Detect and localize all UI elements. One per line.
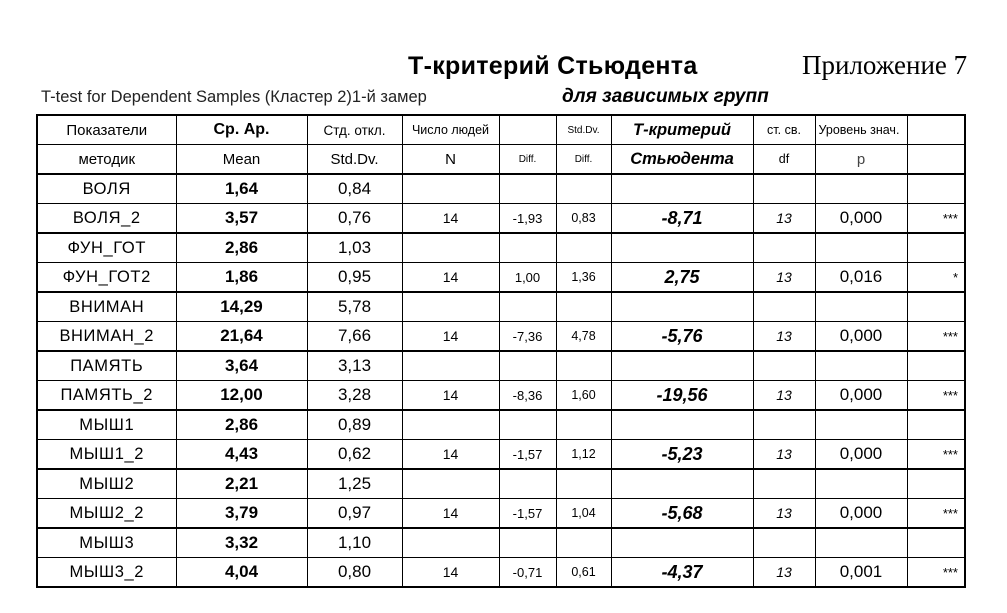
diff-cell: -1,57: [499, 499, 556, 529]
indicator-cell: МЫШ1_2: [37, 440, 176, 470]
results-table: [36, 114, 966, 588]
diff-cell: [499, 469, 556, 499]
header-people: N: [402, 145, 499, 175]
mean-cell: 3,57: [176, 204, 307, 234]
n-cell: 14: [402, 322, 499, 352]
std-diff-cell: 4,78: [556, 322, 611, 352]
std-cell: 0,95: [307, 263, 402, 293]
p-value-cell: [815, 528, 907, 558]
t-value-cell: -5,76: [611, 322, 753, 352]
p-value-cell: [815, 469, 907, 499]
significance-cell: [907, 174, 965, 204]
header-row: [37, 145, 965, 175]
std-cell: 1,25: [307, 469, 402, 499]
std-cell: 0,76: [307, 204, 402, 234]
table-row: [37, 558, 965, 588]
n-cell: 14: [402, 499, 499, 529]
significance-cell: ***: [907, 381, 965, 411]
df-cell: 13: [753, 381, 815, 411]
std-diff-cell: 0,83: [556, 204, 611, 234]
std-diff-cell: [556, 528, 611, 558]
df-cell: 13: [753, 263, 815, 293]
table-row: [37, 440, 965, 470]
header-diff: [499, 115, 556, 145]
header-mean: Ср. Ар.: [176, 115, 307, 145]
table-row: [37, 469, 965, 499]
p-value-cell: [815, 233, 907, 263]
df-cell: 13: [753, 440, 815, 470]
p-value-cell: 0,000: [815, 440, 907, 470]
indicator-cell: ВНИМАН: [37, 292, 176, 322]
significance-cell: [907, 351, 965, 381]
header-df: df: [753, 145, 815, 175]
header-sig: [907, 115, 965, 145]
header-mean: Mean: [176, 145, 307, 175]
std-diff-cell: 1,60: [556, 381, 611, 411]
df-cell: [753, 410, 815, 440]
diff-cell: -1,57: [499, 440, 556, 470]
p-value-cell: 0,000: [815, 499, 907, 529]
t-value-cell: 2,75: [611, 263, 753, 293]
n-cell: 14: [402, 263, 499, 293]
n-cell: 14: [402, 558, 499, 588]
std-diff-cell: 1,12: [556, 440, 611, 470]
significance-cell: [907, 292, 965, 322]
table-row: [37, 233, 965, 263]
diff-cell: -7,36: [499, 322, 556, 352]
indicator-cell: ФУН_ГОТ2: [37, 263, 176, 293]
diff-cell: -1,93: [499, 204, 556, 234]
header-t: Т-критерий: [611, 115, 753, 145]
indicator-cell: МЫШ3: [37, 528, 176, 558]
std-diff-cell: 1,36: [556, 263, 611, 293]
mean-cell: 14,29: [176, 292, 307, 322]
df-cell: [753, 233, 815, 263]
header-indicators: методик: [37, 145, 176, 175]
t-value-cell: [611, 174, 753, 204]
n-cell: 14: [402, 440, 499, 470]
diff-cell: [499, 233, 556, 263]
df-cell: 13: [753, 499, 815, 529]
t-value-cell: -19,56: [611, 381, 753, 411]
t-value-cell: -4,37: [611, 558, 753, 588]
mean-cell: 3,79: [176, 499, 307, 529]
diff-cell: -0,71: [499, 558, 556, 588]
significance-cell: ***: [907, 440, 965, 470]
n-cell: [402, 410, 499, 440]
t-value-cell: [611, 292, 753, 322]
appendix-label: Приложение 7: [802, 50, 968, 80]
significance-cell: [907, 410, 965, 440]
significance-cell: ***: [907, 499, 965, 529]
p-value-cell: [815, 292, 907, 322]
std-diff-cell: 0,61: [556, 558, 611, 588]
p-value-cell: 0,000: [815, 204, 907, 234]
df-cell: 13: [753, 322, 815, 352]
p-value-cell: [815, 174, 907, 204]
std-cell: 0,80: [307, 558, 402, 588]
t-value-cell: -8,71: [611, 204, 753, 234]
std-diff-cell: 1,04: [556, 499, 611, 529]
subtitle-russian: для зависимых групп: [562, 86, 769, 107]
std-cell: 1,03: [307, 233, 402, 263]
header-diff: Diff.: [499, 145, 556, 175]
std-diff-cell: [556, 174, 611, 204]
mean-cell: 21,64: [176, 322, 307, 352]
mean-cell: 2,86: [176, 410, 307, 440]
table-row: [37, 381, 965, 411]
diff-cell: [499, 410, 556, 440]
header-indicators: Показатели: [37, 115, 176, 145]
indicator-cell: МЫШ3_2: [37, 558, 176, 588]
significance-cell: *: [907, 263, 965, 293]
mean-cell: 3,32: [176, 528, 307, 558]
page-title: Т-критерий Стьюдента: [408, 52, 698, 80]
n-cell: [402, 351, 499, 381]
std-cell: 5,78: [307, 292, 402, 322]
table-row: [37, 410, 965, 440]
diff-cell: [499, 528, 556, 558]
n-cell: [402, 469, 499, 499]
header-people: Число людей: [402, 115, 499, 145]
table-row: [37, 528, 965, 558]
header-std-diff: Std.Dv.: [556, 115, 611, 145]
df-cell: [753, 469, 815, 499]
df-cell: 13: [753, 204, 815, 234]
indicator-cell: ВОЛЯ: [37, 174, 176, 204]
std-diff-cell: [556, 351, 611, 381]
indicator-cell: МЫШ2_2: [37, 499, 176, 529]
indicator-cell: МЫШ2: [37, 469, 176, 499]
std-cell: 3,13: [307, 351, 402, 381]
df-cell: [753, 351, 815, 381]
p-value-cell: 0,001: [815, 558, 907, 588]
table-row: [37, 351, 965, 381]
df-cell: [753, 292, 815, 322]
n-cell: 14: [402, 381, 499, 411]
std-diff-cell: [556, 292, 611, 322]
std-diff-cell: [556, 410, 611, 440]
diff-cell: -8,36: [499, 381, 556, 411]
significance-cell: [907, 528, 965, 558]
p-value-cell: [815, 351, 907, 381]
n-cell: [402, 174, 499, 204]
df-cell: [753, 174, 815, 204]
p-value-cell: 0,000: [815, 322, 907, 352]
mean-cell: 4,04: [176, 558, 307, 588]
t-value-cell: [611, 351, 753, 381]
table-row: [37, 499, 965, 529]
significance-cell: ***: [907, 558, 965, 588]
mean-cell: 2,21: [176, 469, 307, 499]
p-value-cell: 0,016: [815, 263, 907, 293]
header-t: Стьюдента: [611, 145, 753, 175]
diff-cell: [499, 174, 556, 204]
n-cell: [402, 292, 499, 322]
mean-cell: 12,00: [176, 381, 307, 411]
diff-cell: [499, 292, 556, 322]
subtitle-english: T-test for Dependent Samples (Кластер 2)1-й замер: [41, 88, 427, 106]
std-cell: 7,66: [307, 322, 402, 352]
std-cell: 0,89: [307, 410, 402, 440]
std-cell: 0,97: [307, 499, 402, 529]
p-value-cell: 0,000: [815, 381, 907, 411]
std-diff-cell: [556, 233, 611, 263]
table-row: [37, 174, 965, 204]
t-value-cell: [611, 528, 753, 558]
std-cell: 0,62: [307, 440, 402, 470]
std-cell: 3,28: [307, 381, 402, 411]
mean-cell: 1,64: [176, 174, 307, 204]
table-row: [37, 263, 965, 293]
table-row: [37, 322, 965, 352]
indicator-cell: ПАМЯТЬ_2: [37, 381, 176, 411]
header-p: p: [815, 145, 907, 175]
header-std: Стд. откл.: [307, 115, 402, 145]
n-cell: [402, 528, 499, 558]
mean-cell: 1,86: [176, 263, 307, 293]
diff-cell: [499, 351, 556, 381]
indicator-cell: ПАМЯТЬ: [37, 351, 176, 381]
header-p: Уровень знач.: [815, 115, 907, 145]
header-row: [37, 115, 965, 145]
t-value-cell: [611, 410, 753, 440]
mean-cell: 2,86: [176, 233, 307, 263]
mean-cell: 4,43: [176, 440, 307, 470]
significance-cell: ***: [907, 204, 965, 234]
std-cell: 0,84: [307, 174, 402, 204]
df-cell: 13: [753, 558, 815, 588]
t-value-cell: -5,23: [611, 440, 753, 470]
header-sig: [907, 145, 965, 175]
mean-cell: 3,64: [176, 351, 307, 381]
n-cell: [402, 233, 499, 263]
header-std-diff: Diff.: [556, 145, 611, 175]
indicator-cell: ВОЛЯ_2: [37, 204, 176, 234]
n-cell: 14: [402, 204, 499, 234]
p-value-cell: [815, 410, 907, 440]
t-value-cell: [611, 469, 753, 499]
table-row: [37, 204, 965, 234]
header-df: ст. св.: [753, 115, 815, 145]
df-cell: [753, 528, 815, 558]
t-value-cell: -5,68: [611, 499, 753, 529]
significance-cell: [907, 233, 965, 263]
indicator-cell: ФУН_ГОТ: [37, 233, 176, 263]
t-value-cell: [611, 233, 753, 263]
significance-cell: [907, 469, 965, 499]
std-cell: 1,10: [307, 528, 402, 558]
diff-cell: 1,00: [499, 263, 556, 293]
header-std: Std.Dv.: [307, 145, 402, 175]
table-row: [37, 292, 965, 322]
indicator-cell: ВНИМАН_2: [37, 322, 176, 352]
significance-cell: ***: [907, 322, 965, 352]
indicator-cell: МЫШ1: [37, 410, 176, 440]
std-diff-cell: [556, 469, 611, 499]
